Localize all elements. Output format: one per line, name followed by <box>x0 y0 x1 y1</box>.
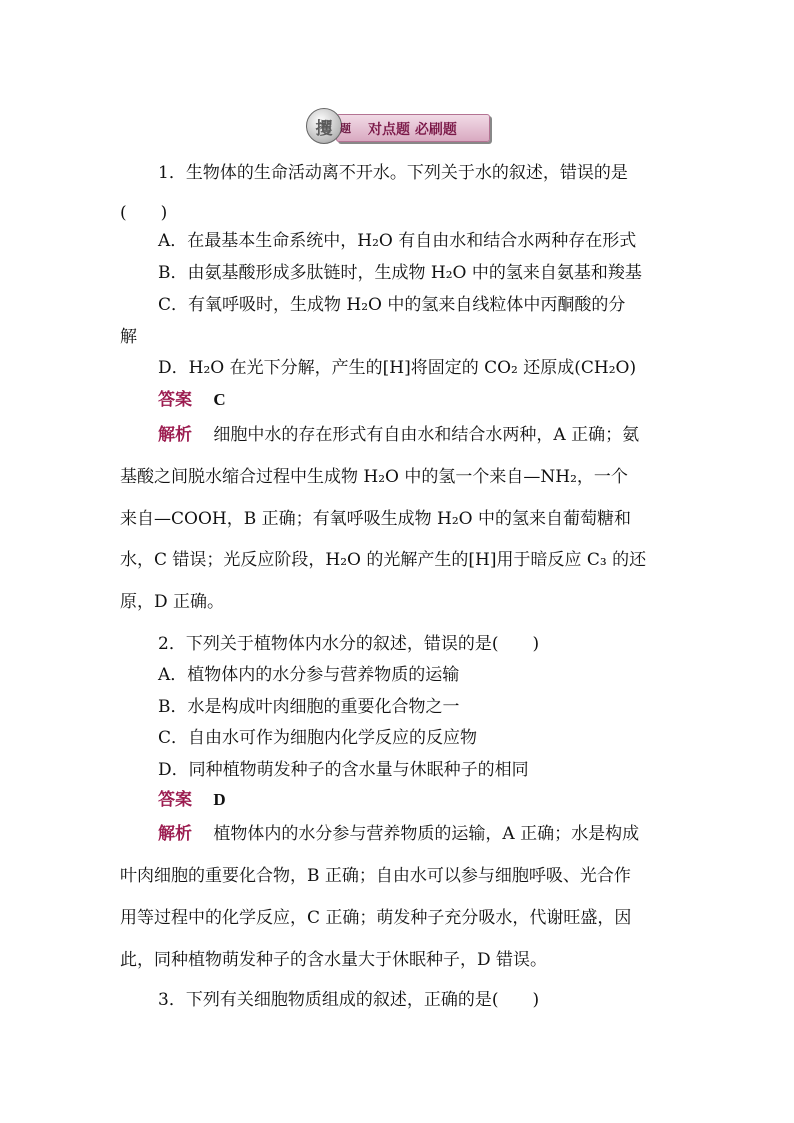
question-1-explanation-1 <box>158 425 639 445</box>
answer-label: 答案 <box>158 790 192 810</box>
question-2-stem: 2．下列关于植物体内水分的叙述，错误的是( ) <box>158 634 540 654</box>
question-1-explanation-4: 水，C 错误；光反应阶段，H₂O 的光解产生的[H]用于暗反应 C₃ 的还 <box>120 550 647 570</box>
answer-value: D <box>213 790 226 809</box>
question-1-explanation-5: 原，D 正确。 <box>120 592 225 612</box>
explanation-label: 解析 <box>158 824 192 844</box>
explanation-text: 植物体内的水分参与营养物质的运输，A 正确；水是构成 <box>213 824 640 844</box>
question-1-stem: 1．生物体的生命活动离不开水。下列关于水的叙述，错误的是 <box>158 163 628 183</box>
question-1-option-d: D．H₂O 在光下分解，产生的[H]将固定的 CO₂ 还原成(CH₂O) <box>158 358 637 378</box>
question-1-explanation-3: 来自—COOH，B 正确；有氧呼吸生成物 H₂O 中的氢来自葡萄糖和 <box>120 509 631 529</box>
question-1-paren: ( ) <box>120 203 168 223</box>
question-1-option-b: B．由氨基酸形成多肽链时，生成物 H₂O 中的氢来自氨基和羧基 <box>158 263 642 283</box>
question-2-explanation-3: 用等过程中的化学反应，C 正确；萌发种子充分吸水，代谢旺盛，因 <box>120 908 632 928</box>
question-3-stem: 3．下列有关细胞物质组成的叙述，正确的是( ) <box>158 990 540 1010</box>
question-1-option-c-cont: 解 <box>120 327 137 347</box>
answer-value: C <box>213 390 226 409</box>
section-badge <box>306 108 488 144</box>
answer-label: 答案 <box>158 390 192 410</box>
badge-small-text: 题 <box>340 122 351 135</box>
badge-title: 对点题 必刷题 <box>368 122 457 138</box>
question-2-option-a: A．植物体内的水分参与营养物质的运输 <box>158 665 460 685</box>
explanation-label: 解析 <box>158 425 192 445</box>
badge-icon: 攫 <box>306 108 342 144</box>
question-2-explanation-1 <box>158 824 639 844</box>
question-2-explanation-2: 叶肉细胞的重要化合物，B 正确；自由水可以参与细胞呼吸、光合作 <box>120 866 631 886</box>
question-1-answer <box>158 390 226 410</box>
explanation-text: 细胞中水的存在形式有自由水和结合水两种，A 正确；氨 <box>213 425 640 445</box>
question-2-option-b: B．水是构成叶肉细胞的重要化合物之一 <box>158 697 460 717</box>
question-2-answer <box>158 790 226 810</box>
question-2-option-d: D．同种植物萌发种子的含水量与休眠种子的相同 <box>158 760 529 780</box>
question-2-explanation-4: 此，同种植物萌发种子的含水量大于休眠种子，D 错误。 <box>120 950 548 970</box>
question-1-option-c: C．有氧呼吸时，生成物 H₂O 中的氢来自线粒体中丙酮酸的分 <box>158 295 626 315</box>
question-1-option-a: A．在最基本生命系统中，H₂O 有自由水和结合水两种存在形式 <box>158 231 637 251</box>
question-1-explanation-2: 基酸之间脱水缩合过程中生成物 H₂O 中的氢一个来自—NH₂，一个 <box>120 467 628 487</box>
question-2-option-c: C．自由水可作为细胞内化学反应的反应物 <box>158 728 478 748</box>
